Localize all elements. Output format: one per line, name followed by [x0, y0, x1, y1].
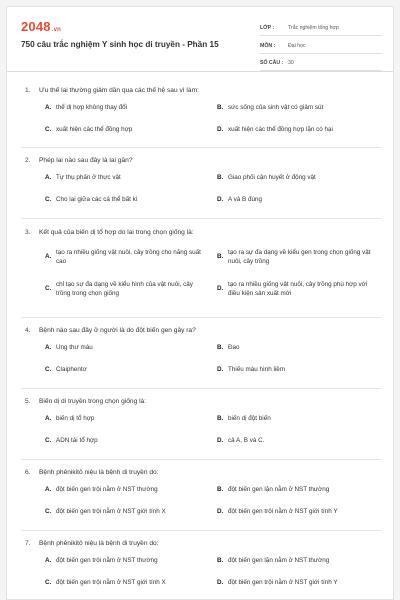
question-stem [25, 86, 381, 95]
option-letter: D. [217, 285, 224, 292]
question-stem [25, 468, 381, 477]
option-text: A và B đúng [228, 196, 262, 203]
question-stem [25, 228, 381, 237]
question-text: Kết quả của biến dị tổ hợp do lai trong chọn giống là: [39, 229, 194, 236]
info-value: Trắc nghiệm tổng hợp [288, 25, 339, 31]
question-stem [25, 539, 381, 548]
question-number: 7. [25, 540, 31, 547]
option-letter: C. [45, 508, 52, 515]
option-letter: D. [217, 508, 224, 515]
option-letter: A. [45, 344, 52, 351]
option-c[interactable] [45, 125, 203, 134]
option-text: đột biến gen lặn nằm ở NST thường [228, 557, 330, 564]
option-letter: B. [217, 344, 224, 351]
option-letter: C. [45, 366, 52, 373]
question-4 [25, 326, 381, 373]
question-5 [25, 397, 381, 444]
option-letter: A. [45, 415, 52, 422]
option-b[interactable] [217, 248, 375, 266]
option-text: chỉ tạo sự đa dạng về kiểu hình của vật nuôi, cây trồng trong chọn giống [56, 281, 193, 297]
option-letter: A. [45, 104, 52, 111]
document-page [6, 6, 394, 600]
option-text: biến dị đột biến [228, 415, 271, 422]
option-d[interactable] [217, 280, 375, 298]
option-letter: D. [217, 437, 224, 444]
option-b[interactable] [217, 343, 375, 352]
option-text: xuất hiện các thể đồng hợp lặn có hại [228, 126, 333, 133]
option-text: đột biến gen trội nằm ở NST giới tính Y [228, 579, 338, 586]
option-text: cả A, B và C. [228, 437, 265, 444]
option-letter: B. [217, 486, 224, 493]
document-info [260, 21, 382, 74]
info-label: SỐ CÂU : [260, 60, 284, 66]
document-header [7, 7, 393, 72]
option-text: ADN tái tổ hợp [56, 437, 98, 444]
site-logo[interactable] [21, 19, 61, 34]
document-title: 750 câu trắc nghiệm Y sinh học di truyền - Phần 15 [21, 40, 219, 49]
option-c[interactable] [45, 436, 203, 445]
option-letter: B. [217, 253, 224, 260]
option-a[interactable] [45, 485, 203, 494]
info-label: LỚP : [260, 25, 275, 31]
option-letter: C. [45, 285, 52, 292]
option-b[interactable] [217, 485, 375, 494]
option-text: Cho lai giữa các cá thể bất kì [56, 196, 138, 203]
option-text: xuất hiện các thể đồng hợp [56, 126, 133, 133]
info-row-count [260, 56, 382, 71]
option-text: sức sống của sinh vật có giảm sút [228, 104, 324, 111]
option-text: đột biến gen trội nằm ở NST thường [56, 486, 158, 493]
option-letter: B. [217, 104, 224, 111]
option-letter: B. [217, 415, 224, 422]
option-c[interactable] [45, 365, 203, 374]
option-letter: A. [45, 174, 52, 181]
question-divider [21, 530, 381, 531]
option-c[interactable] [45, 578, 203, 587]
question-number: 6. [25, 469, 31, 476]
question-divider [21, 317, 381, 318]
question-text: Biến dị di truyền trong chọn giống là: [39, 398, 147, 405]
option-a[interactable] [45, 248, 203, 266]
option-a[interactable] [45, 556, 203, 565]
option-d[interactable] [217, 195, 375, 204]
option-text: tạo ra sự đa dạng về kiểu gen trong chọn giống vật nuôi, cây trồng [228, 249, 371, 265]
option-text: tạo ra nhiều giống vật nuôi, cây trồng phù hợp với điều kiện sản xuất mới [228, 281, 368, 297]
option-text: thể dị hợp không thay đổi [56, 104, 127, 111]
option-letter: D. [217, 196, 224, 203]
option-text: đột biến gen trội nằm ở NST giới tính Y [228, 508, 338, 515]
option-d[interactable] [217, 365, 375, 374]
question-stem [25, 397, 381, 406]
info-label: MÔN : [260, 42, 276, 49]
logo-tld: .vn [51, 27, 62, 33]
option-letter: C. [45, 437, 52, 444]
question-3 [25, 228, 381, 297]
option-d[interactable] [217, 578, 375, 587]
question-divider [21, 459, 381, 460]
option-d[interactable] [217, 507, 375, 516]
info-row-class [260, 21, 382, 36]
option-text: đột biến gen trội nằm ở NST giới tính X [56, 508, 166, 515]
question-text: Ưu thế lai thường giảm dần qua các thế hệ sau vì làm: [39, 87, 199, 94]
question-1 [25, 86, 381, 133]
option-letter: D. [217, 366, 224, 373]
question-divider [21, 147, 381, 148]
option-c[interactable] [45, 507, 203, 516]
option-text: Ung thư máu [56, 344, 93, 351]
option-text: đột biến gen trội nằm ở NST giới tính X [56, 579, 166, 586]
option-text: đột biến gen lặn nằm ở NST thường [228, 486, 330, 493]
option-d[interactable] [217, 436, 375, 445]
option-text: Giao phối cận huyết ở động vật [228, 174, 316, 181]
option-a[interactable] [45, 414, 203, 423]
logo-text: 2048 [21, 19, 51, 34]
option-letter: A. [45, 253, 52, 260]
question-2 [25, 156, 381, 203]
option-b[interactable] [217, 556, 375, 565]
question-text: Bệnh phênikitô niệu là bệnh di truyền do: [39, 469, 159, 476]
question-stem [25, 156, 381, 165]
option-text: Claiphentơ [56, 366, 87, 373]
option-d[interactable] [217, 125, 375, 134]
option-text: biến dị tổ hợp [56, 415, 95, 422]
option-text: Tự thụ phấn ở thực vật [56, 174, 121, 181]
option-b[interactable] [217, 414, 375, 423]
option-letter: A. [45, 557, 52, 564]
question-number: 1. [25, 87, 31, 94]
option-letter: B. [217, 557, 224, 564]
option-letter: C. [45, 579, 52, 586]
option-b[interactable] [217, 103, 375, 112]
question-number: 3. [25, 229, 31, 236]
question-number: 2. [25, 157, 31, 164]
option-letter: C. [45, 126, 52, 133]
option-text: Đao [228, 344, 240, 351]
question-divider [21, 218, 381, 219]
question-text: Phép lai nào sau đây là lai gần? [39, 157, 133, 164]
question-number: 5. [25, 398, 31, 405]
info-value: 30 [288, 60, 294, 66]
question-6 [25, 468, 381, 515]
question-divider [21, 388, 381, 389]
question-text: Bệnh nào sau đây ở người là do đột biến gen gây ra? [39, 327, 196, 334]
option-text: Thiếu máu hình liềm [228, 366, 286, 373]
question-stem [25, 326, 381, 335]
option-a[interactable] [45, 103, 203, 112]
option-c[interactable] [45, 280, 203, 298]
info-value: Đại học [288, 42, 306, 49]
question-text: Bệnh phênikitô niệu là bệnh di truyền do: [39, 540, 159, 547]
question-7 [25, 539, 381, 586]
option-letter: B. [217, 174, 224, 181]
info-row-subject [260, 39, 382, 54]
question-number: 4. [25, 327, 31, 334]
option-b[interactable] [217, 173, 375, 182]
option-c[interactable] [45, 195, 203, 204]
option-text: đột biến gen trội nằm ở NST thường [56, 557, 158, 564]
option-letter: D. [217, 579, 224, 586]
option-text: tạo ra nhiều giống vật nuôi, cây trồng cho năng suất cao [56, 249, 201, 265]
option-letter: A. [45, 486, 52, 493]
option-a[interactable] [45, 173, 203, 182]
option-letter: C. [45, 196, 52, 203]
option-a[interactable] [45, 343, 203, 352]
option-letter: D. [217, 126, 224, 133]
